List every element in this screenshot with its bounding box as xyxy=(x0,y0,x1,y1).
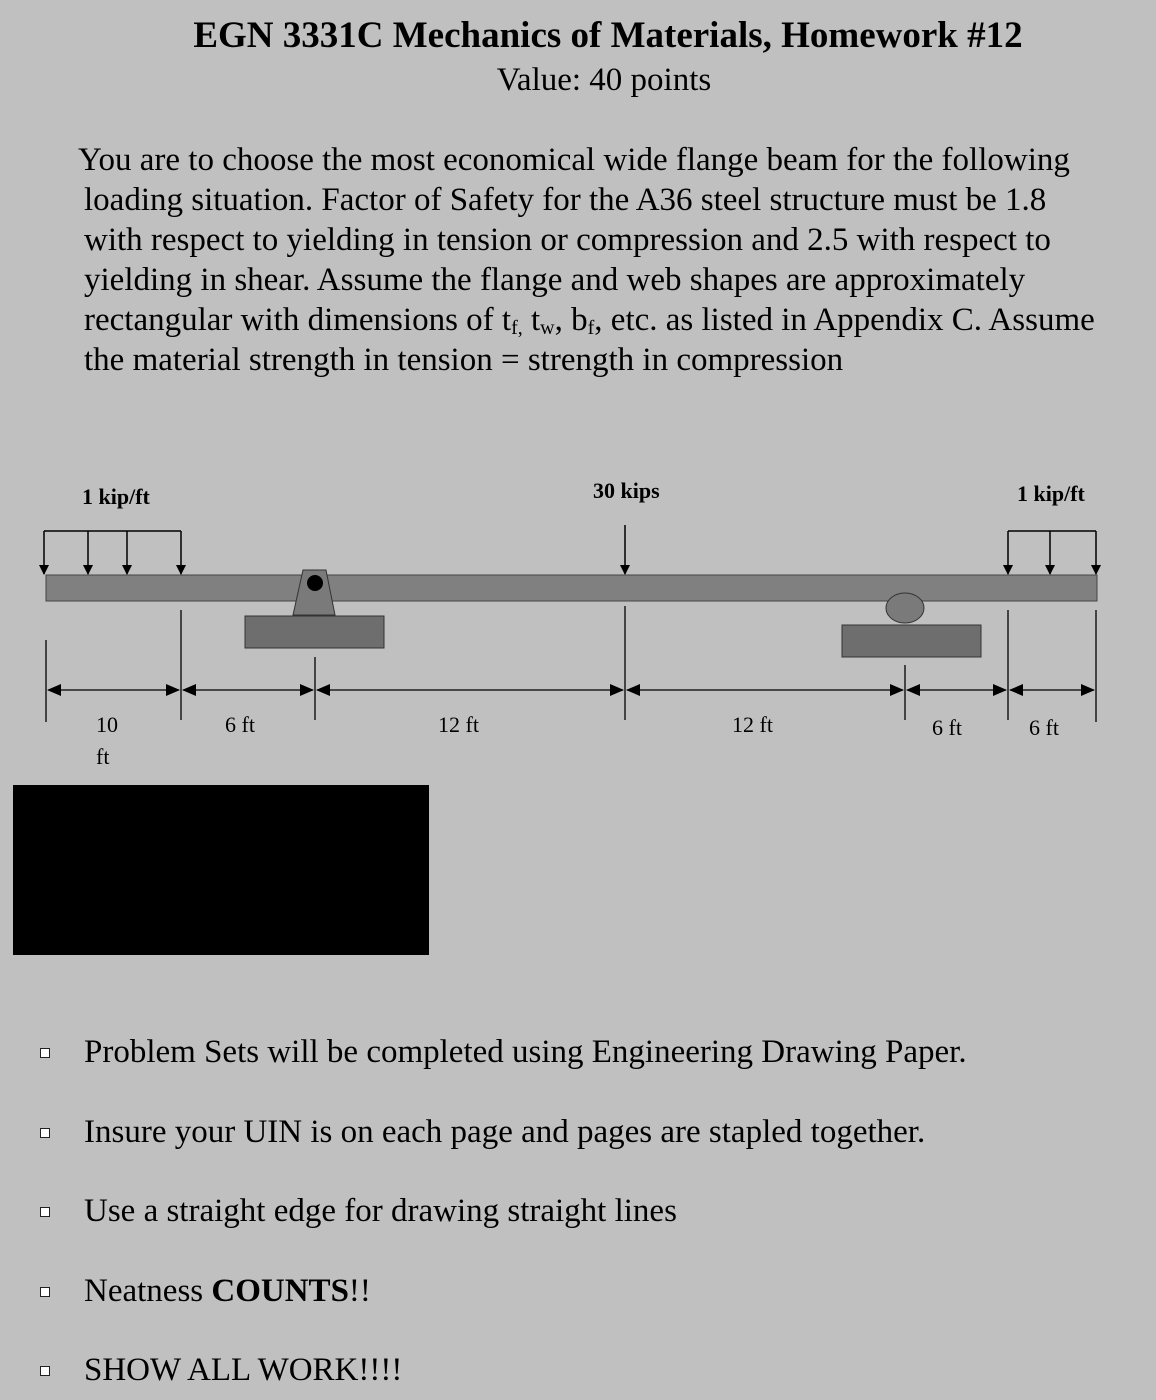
bullet-box-icon xyxy=(40,1207,50,1217)
list-item xyxy=(0,1030,1100,1074)
list-item xyxy=(0,1348,1100,1392)
roller-support xyxy=(842,593,981,657)
subscript: f xyxy=(587,317,595,339)
load-label-left: 1 kip/ft xyxy=(82,484,150,509)
bullet-box-icon xyxy=(40,1366,50,1376)
list-item-text: SHOW ALL WORK!!!! xyxy=(84,1352,403,1388)
distributed-load-right xyxy=(1008,531,1096,574)
problem-line: the material strength in tension = strength in compression xyxy=(84,342,844,378)
dim-label: 12 ft xyxy=(438,712,479,737)
list-item-text: Insure your UIN is on each page and pages are stapled together. xyxy=(84,1114,926,1150)
problem-line-dimensions xyxy=(78,300,1156,340)
list-item xyxy=(0,1110,1100,1154)
dim-label: 6 ft xyxy=(932,715,962,740)
list-item xyxy=(0,1189,1100,1233)
emphasis-text: COUNTS xyxy=(211,1273,349,1309)
load-label-point: 30 kips xyxy=(593,478,660,503)
list-item xyxy=(0,1269,1100,1313)
list-item-text: Use a straight edge for drawing straight lines xyxy=(84,1193,677,1229)
problem-line: with respect to yielding in tension or compression and 2.5 with respect to xyxy=(84,222,1051,258)
dim-label: 10 xyxy=(96,712,118,737)
problem-line: yielding in shear. Assume the flange and web shapes are approximately xyxy=(84,262,1026,298)
subscript: f, xyxy=(511,317,523,339)
problem-line: You are to choose the most economical wide flange beam for the following xyxy=(78,142,1070,178)
beam-diagram xyxy=(0,460,1156,780)
problem-line: loading situation. Factor of Safety for the A36 steel structure must be 1.8 xyxy=(84,182,1047,218)
text-segment: Neatness xyxy=(84,1273,212,1309)
dim-label: ft xyxy=(96,744,110,769)
load-label-right: 1 kip/ft xyxy=(1017,481,1085,506)
bullet-box-icon xyxy=(40,1287,50,1297)
text-segment: , b xyxy=(554,302,588,338)
bullet-box-icon xyxy=(40,1048,50,1058)
point-value: Value: 40 points xyxy=(496,62,712,98)
text-segment: , etc. as listed in Appendix C. Assume xyxy=(594,302,1095,338)
subscript: w xyxy=(540,317,555,339)
problem-statement xyxy=(78,140,1156,380)
dim-label: 6 ft xyxy=(225,712,255,737)
list-item-text xyxy=(84,1269,371,1313)
text-segment: t xyxy=(522,302,541,338)
redaction-block xyxy=(13,785,429,955)
beam xyxy=(46,575,1097,601)
page-title: EGN 3331C Mechanics of Materials, Homework #12 xyxy=(193,15,1023,56)
list-item-text: Problem Sets will be completed using Engineering Drawing Paper. xyxy=(84,1034,967,1070)
dimension-extension-lines xyxy=(46,606,1096,722)
dim-label: 6 ft xyxy=(1029,715,1059,740)
dim-label: 12 ft xyxy=(732,712,773,737)
bullet-box-icon xyxy=(40,1128,50,1138)
distributed-load-left xyxy=(44,531,181,574)
text-segment: !! xyxy=(348,1273,371,1309)
text-segment: rectangular with dimensions of t xyxy=(84,302,512,338)
